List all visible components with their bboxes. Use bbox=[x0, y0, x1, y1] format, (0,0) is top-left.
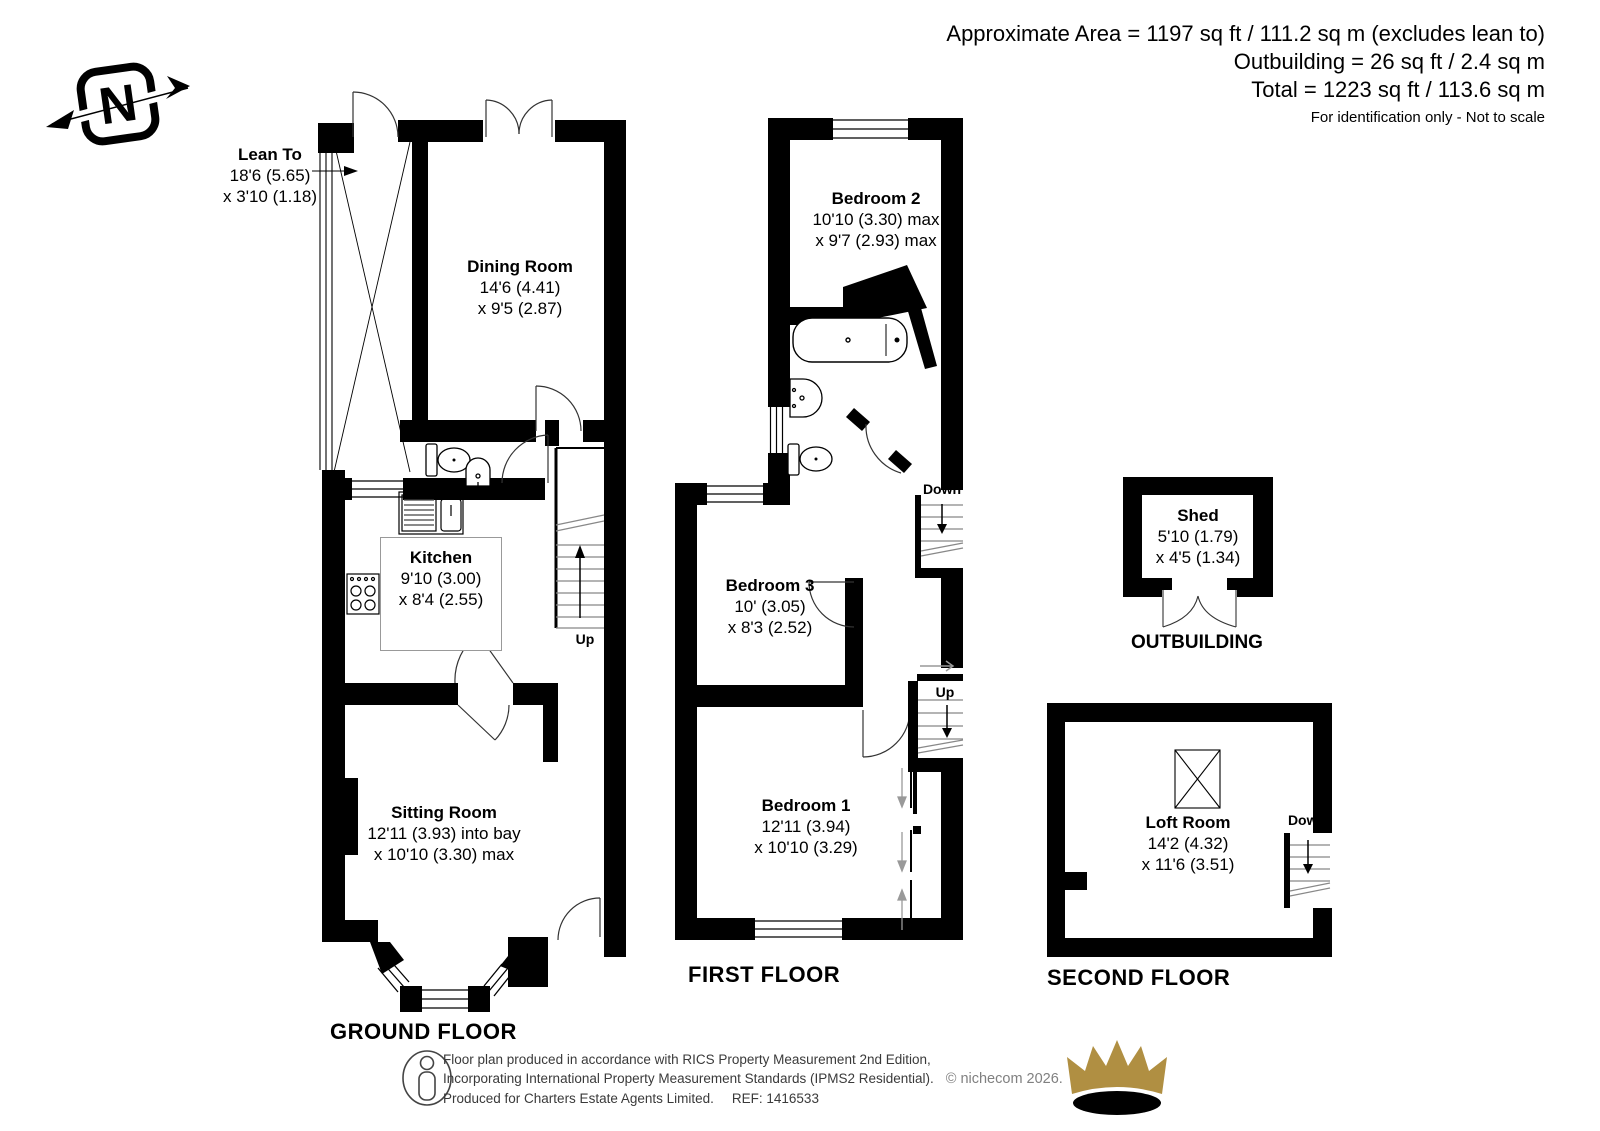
room-label-sitting bbox=[367, 802, 520, 865]
footer-line2: Incorporating International Property Measurement Standards (IPMS2 Residential). bbox=[443, 1071, 934, 1086]
bedroom1-dim1: 12'11 (3.94) bbox=[761, 817, 851, 836]
area-summary bbox=[946, 20, 1545, 128]
copyright-text: © nichecom 2026. bbox=[945, 1071, 1063, 1087]
loft-name: Loft Room bbox=[1145, 813, 1231, 832]
north-arrow-icon bbox=[46, 64, 190, 143]
lean-to-name: Lean To bbox=[238, 145, 302, 164]
room-label-dining bbox=[467, 256, 573, 319]
bath-icon bbox=[793, 318, 907, 362]
head-height-markers bbox=[898, 767, 921, 936]
dining-name: Dining Room bbox=[467, 257, 573, 276]
bedroom1-name: Bedroom 1 bbox=[761, 796, 851, 815]
outbuilding-title: OUTBUILDING bbox=[1131, 632, 1263, 653]
loft-dim1: 14'2 (4.32) bbox=[1147, 834, 1229, 853]
ground-staircase bbox=[556, 448, 604, 628]
first-floor-down-staircase bbox=[915, 495, 963, 578]
outbuilding-area-text: Outbuilding = 26 sq ft / 2.4 sq m bbox=[1233, 49, 1545, 74]
room-label-bedroom1 bbox=[754, 795, 857, 858]
bathroom-toilet-icon bbox=[788, 444, 832, 475]
footer-ref: REF: 1416533 bbox=[731, 1091, 819, 1106]
footer-line1: Floor plan produced in accordance with RICS Property Measurement 2nd Edition, bbox=[443, 1052, 931, 1067]
room-label-shed bbox=[1156, 505, 1241, 568]
footer-line2-row bbox=[443, 1069, 1063, 1089]
shed-name: Shed bbox=[1177, 506, 1219, 525]
bedroom2-name: Bedroom 2 bbox=[831, 189, 921, 208]
lean-to-structure bbox=[320, 142, 410, 472]
footer-line3: Produced for Charters Estate Agents Limited. bbox=[443, 1091, 714, 1106]
dining-dim1: 14'6 (4.41) bbox=[479, 278, 561, 297]
skylight-icon bbox=[1175, 750, 1220, 808]
bedroom1-dim2: x 10'10 (3.29) bbox=[754, 838, 858, 857]
kitchen-dim1: 9'10 (3.00) bbox=[400, 569, 482, 588]
total-area-text: Total = 1223 sq ft / 113.6 sq m bbox=[1251, 77, 1545, 102]
shed-dim2: x 4'5 (1.34) bbox=[1155, 548, 1241, 567]
sitting-dim1: 12'11 (3.93) into bay bbox=[367, 824, 521, 843]
kitchen-dim2: x 8'4 (2.55) bbox=[398, 590, 484, 609]
second-down-label: Down bbox=[1287, 812, 1327, 828]
lean-to-dim1: 18'6 (5.65) bbox=[229, 166, 311, 185]
crown-logo-icon bbox=[1067, 1040, 1167, 1115]
north-letter: N bbox=[95, 73, 141, 137]
footer-line3-row bbox=[443, 1089, 1063, 1108]
bedroom2-dim2: x 9'7 (2.93) max bbox=[815, 231, 937, 250]
bedroom3-dim1: 10' (3.05) bbox=[734, 597, 806, 616]
bedroom2-dim1: 10'10 (3.30) max bbox=[812, 210, 940, 229]
lean-to-leader-arrow bbox=[312, 166, 358, 176]
sitting-name: Sitting Room bbox=[391, 803, 497, 822]
toilet-icon bbox=[426, 444, 470, 476]
second-floor-title: SECOND FLOOR bbox=[1047, 965, 1231, 990]
room-label-kitchen bbox=[380, 537, 502, 651]
shed-dim1: 5'10 (1.79) bbox=[1157, 527, 1239, 546]
lean-to-dim2: x 3'10 (1.18) bbox=[223, 187, 317, 206]
bedroom3-name: Bedroom 3 bbox=[725, 576, 815, 595]
bedroom3-dim2: x 8'3 (2.52) bbox=[727, 618, 813, 637]
sitting-dim2: x 10'10 (3.30) max bbox=[373, 845, 515, 864]
first-floor-title: FIRST FLOOR bbox=[688, 962, 841, 987]
bathroom-basin-icon bbox=[790, 379, 822, 417]
footer-disclaimer bbox=[443, 1050, 1063, 1108]
wc-basin-icon bbox=[466, 458, 490, 486]
first-down-label: Down bbox=[922, 481, 962, 497]
kitchen-name: Kitchen bbox=[409, 548, 473, 567]
room-label-lean-to bbox=[223, 144, 317, 207]
loft-dim2: x 11'6 (3.51) bbox=[1141, 855, 1235, 874]
not-to-scale-note: For identification only - Not to scale bbox=[1310, 109, 1545, 126]
hob-icon bbox=[347, 574, 379, 614]
bay-window bbox=[370, 937, 548, 1012]
ground-up-label: Up bbox=[575, 631, 595, 647]
room-label-bedroom3 bbox=[726, 575, 815, 638]
ground-floor-title: GROUND FLOOR bbox=[330, 1019, 517, 1044]
kitchen-window bbox=[350, 481, 403, 497]
approximate-area-text: Approximate Area = 1197 sq ft / 111.2 sq m (excludes lean to) bbox=[946, 21, 1545, 46]
room-label-loft bbox=[1142, 812, 1235, 875]
second-floor-staircase bbox=[1284, 833, 1330, 908]
first-up-label: Up bbox=[935, 684, 955, 700]
dining-dim2: x 9'5 (2.87) bbox=[477, 299, 563, 318]
room-label-bedroom2 bbox=[812, 188, 939, 251]
